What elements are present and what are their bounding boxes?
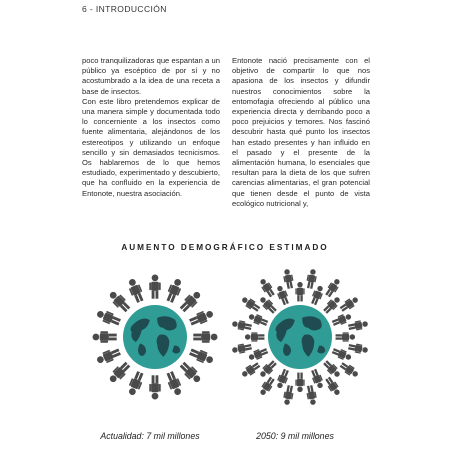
person-icon [149,375,160,399]
person-icon [93,331,117,342]
person-icon [305,385,318,406]
person-icon [258,359,278,379]
person-icon [193,331,217,342]
person-icon [164,370,184,397]
person-icon [348,342,369,355]
person-icon [348,319,369,332]
person-icon [324,376,343,397]
person-icon [339,295,360,314]
left-text-column [82,56,220,199]
right-text-column [232,56,370,209]
person-icon [164,277,184,304]
left-paragraph-2: Con este libro pretendemos explicar de una manera simple y documentada todo lo concerniente a los insectos como fuente alimentaria, alejándonos de los estereotipos y utilizando un enfoque sencillo y sin demasiados tecnicismos. Os hablaremos de lo que hemos estudiado, experimentado y descubierto, que ha confluido en la experiencia de Entonote, nuestra asociación. [82,96,220,198]
caption-2050: 2050: 9 mil millones [256,431,334,441]
right-paragraph-1: Entonote nació precisamente con el objetivo de compartir lo que nos apasiona de los insectos y difundir nuestros conocimientos sobre la entomofagia ofreciendo al público una experiencia directa y derribando poco a poco prejuicios y temores. Nos fascinó descubrir hasta qué punto los insectos han estado presentes y han influido en el pasado y el presente de la alimentación humana, lo esenciales que resultan para la dieta de los que sufren carencias alimentarias, el gran potencial que tienen desde el punto de vista ecológico nutricional y, [232,56,370,208]
person-icon [126,370,146,397]
person-icon [322,295,342,315]
globe-figure-current [80,262,230,412]
person-icon [258,295,278,315]
person-icon [178,289,203,314]
person-icon [339,361,360,380]
person-icon [188,346,215,366]
person-icon [322,359,342,379]
person-icon [231,319,252,332]
person-icon [231,342,252,355]
person-icon [258,277,277,298]
caption-current: Actualidad: 7 mil millones [100,431,200,441]
person-icon [107,289,132,314]
person-icon [95,346,122,366]
person-icon [324,277,343,298]
person-icon [295,282,304,302]
person-icon [188,308,215,328]
infographic-title: AUMENTO DEMOGRÁFICO ESTIMADO [121,243,329,252]
person-icon [240,295,261,314]
person-icon [240,361,261,380]
person-icon [282,385,295,406]
left-paragraph-1: poco tranquilizadoras que espantan a un público ya escéptico de por sí y no acostumbrado a la idea de una receta a base de insectos. [82,56,220,96]
person-icon [258,376,277,397]
person-icon [245,332,265,341]
person-icon [295,373,304,393]
globe-figure-2050 [225,262,375,412]
person-icon [305,268,318,289]
person-icon [149,275,160,299]
person-icon [178,360,203,385]
person-icon [126,277,146,304]
page-header: 6 - INTRODUCCIÓN [82,4,167,14]
person-icon [282,268,295,289]
person-icon [107,360,132,385]
person-icon [95,308,122,328]
person-icon [336,332,356,341]
